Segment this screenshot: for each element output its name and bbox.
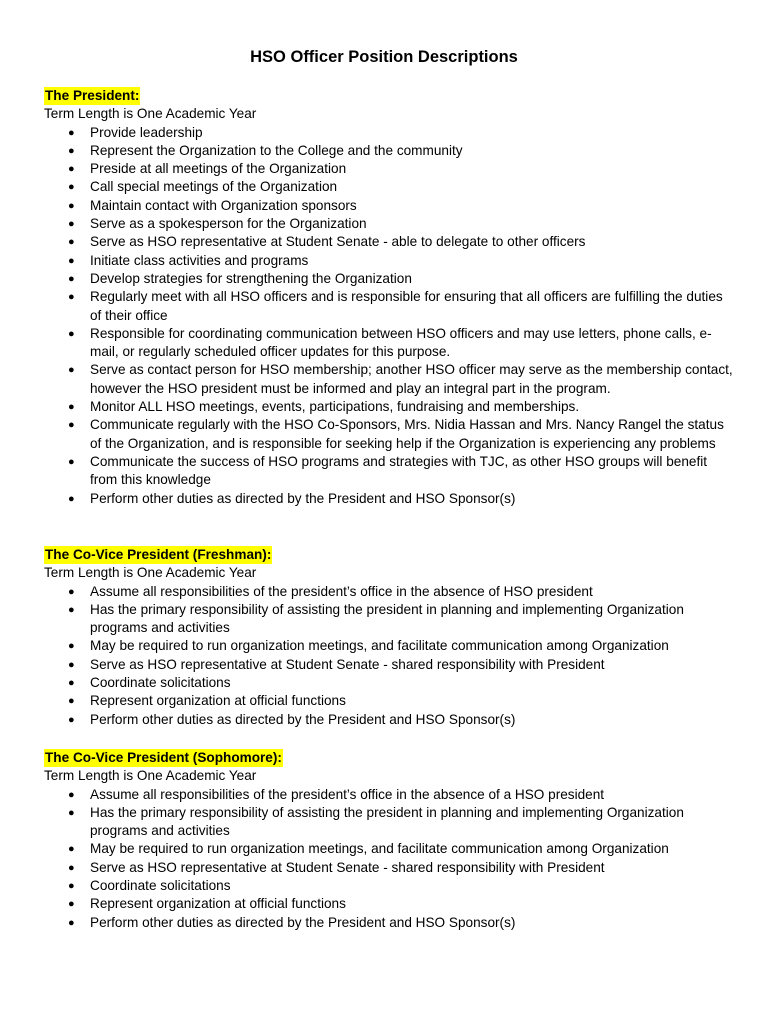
duty-text: Assume all responsibilities of the president’s office in the absence of a HSO president xyxy=(90,786,605,802)
bullet-icon: ● xyxy=(68,199,75,212)
list-item xyxy=(44,416,734,453)
term-length: Term Length is One Academic Year xyxy=(44,768,257,784)
duty-text: Perform other duties as directed by the President and HSO Sponsor(s) xyxy=(90,490,516,506)
list-item xyxy=(44,674,734,692)
duty-text: Develop strategies for strengthening the Organization xyxy=(90,270,412,286)
list-item xyxy=(44,656,734,674)
bullet-icon: ● xyxy=(68,492,75,505)
list-item xyxy=(44,142,734,160)
term-length: Term Length is One Academic Year xyxy=(44,106,257,122)
section-heading: The Co-Vice President (Sophomore): xyxy=(44,749,283,767)
bullet-icon: ● xyxy=(68,843,75,856)
bullet-icon: ● xyxy=(68,419,75,432)
list-item xyxy=(44,840,734,858)
section-co-vice-president-sophomore xyxy=(44,749,734,932)
bullet-icon: ● xyxy=(68,126,75,139)
bullet-icon: ● xyxy=(68,788,75,801)
list-item xyxy=(44,490,734,508)
list-item xyxy=(44,233,734,251)
bullet-icon: ● xyxy=(68,640,75,653)
bullet-icon: ● xyxy=(68,163,75,176)
list-item xyxy=(44,124,734,142)
list-item xyxy=(44,398,734,416)
list-item xyxy=(44,583,734,601)
bullet-icon: ● xyxy=(68,861,75,874)
duty-text: Coordinate solicitations xyxy=(90,878,231,894)
duty-text: Monitor ALL HSO meetings, events, participations, fundraising and memberships. xyxy=(90,399,580,415)
duty-text: Initiate class activities and programs xyxy=(90,252,309,268)
list-item xyxy=(44,711,734,729)
bullet-icon: ● xyxy=(68,144,75,157)
list-item xyxy=(44,895,734,913)
duties-list xyxy=(44,583,734,729)
duty-text: Serve as HSO representative at Student Senate - able to delegate to other officers xyxy=(90,234,586,250)
bullet-icon: ● xyxy=(68,254,75,267)
bullet-icon: ● xyxy=(68,364,75,377)
duty-text: Provide leadership xyxy=(90,124,203,140)
list-item xyxy=(44,786,734,804)
duty-text: Serve as a spokesperson for the Organization xyxy=(90,216,367,232)
list-item xyxy=(44,288,734,325)
list-item xyxy=(44,877,734,895)
duties-list xyxy=(44,124,734,508)
bullet-icon: ● xyxy=(68,898,75,911)
list-item xyxy=(44,361,734,398)
bullet-icon: ● xyxy=(68,916,75,929)
bullet-icon: ● xyxy=(68,272,75,285)
duty-text: Communicate regularly with the HSO Co-Sponsors, Mrs. Nidia Hassan and Mrs. Nancy Rangel the status of the Organization, and is responsible for seeking help if the Organization is experiencing any problems xyxy=(90,417,724,451)
bullet-icon: ● xyxy=(68,603,75,616)
bullet-icon: ● xyxy=(68,291,75,304)
bullet-icon: ● xyxy=(68,713,75,726)
duty-text: Coordinate solicitations xyxy=(90,675,231,691)
duty-text: May be required to run organization meetings, and facilitate communication among Organization xyxy=(90,638,669,654)
duty-text: Represent organization at official functions xyxy=(90,896,346,912)
bullet-icon: ● xyxy=(68,695,75,708)
term-length: Term Length is One Academic Year xyxy=(44,565,257,581)
list-item xyxy=(44,160,734,178)
list-item xyxy=(44,804,734,841)
bullet-icon: ● xyxy=(68,327,75,340)
list-item xyxy=(44,215,734,233)
bullet-icon: ● xyxy=(68,236,75,249)
duty-text: May be required to run organization meetings, and facilitate communication among Organization xyxy=(90,841,669,857)
list-item xyxy=(44,197,734,215)
duty-text: Represent the Organization to the College and the community xyxy=(90,142,463,158)
bullet-icon: ● xyxy=(68,401,75,414)
bullet-icon: ● xyxy=(68,455,75,468)
section-president xyxy=(44,87,734,508)
list-item xyxy=(44,325,734,362)
duty-text: Assume all responsibilities of the president’s office in the absence of HSO president xyxy=(90,583,593,599)
duty-text: Has the primary responsibility of assisting the president in planning and implementing Organization programs and activities xyxy=(90,601,684,636)
list-item xyxy=(44,692,734,710)
duty-text: Maintain contact with Organization sponsors xyxy=(90,197,357,213)
section-heading: The President: xyxy=(44,87,140,105)
list-item xyxy=(44,637,734,655)
duty-text: Serve as contact person for HSO membership; another HSO officer may serve as the membership contact, however the HSO president must be informed and play an integral part in the program. xyxy=(90,362,733,396)
list-item xyxy=(44,178,734,196)
duty-text: Call special meetings of the Organization xyxy=(90,179,338,195)
list-item xyxy=(44,914,734,932)
bullet-icon: ● xyxy=(68,218,75,231)
bullet-icon: ● xyxy=(68,677,75,690)
bullet-icon: ● xyxy=(68,658,75,671)
bullet-icon: ● xyxy=(68,181,75,194)
duty-text: Serve as HSO representative at Student Senate - shared responsibility with President xyxy=(90,656,605,672)
duty-text: Preside at all meetings of the Organization xyxy=(90,161,347,177)
bullet-icon: ● xyxy=(68,880,75,893)
list-item xyxy=(44,859,734,877)
section-co-vice-president-freshman xyxy=(44,546,734,729)
duty-text: Responsible for coordinating communication between HSO officers and may use letters, phone calls, e-mail, or regularly scheduled officer updates for this purpose. xyxy=(90,325,712,360)
duty-text: Regularly meet with all HSO officers and is responsible for ensuring that all officers are fulfilling the duties of their office xyxy=(90,289,723,323)
list-item xyxy=(44,270,734,288)
duty-text: Represent organization at official functions xyxy=(90,693,346,709)
list-item xyxy=(44,601,734,638)
section-heading: The Co-Vice President (Freshman): xyxy=(44,546,272,564)
duty-text: Perform other duties as directed by the President and HSO Sponsor(s) xyxy=(90,711,516,727)
list-item xyxy=(44,453,734,490)
bullet-icon: ● xyxy=(68,585,75,598)
duty-text: Has the primary responsibility of assisting the president in planning and implementing Organization programs and activities xyxy=(90,804,684,839)
duties-list xyxy=(44,786,734,932)
duty-text: Serve as HSO representative at Student Senate - shared responsibility with President xyxy=(90,859,605,875)
duty-text: Perform other duties as directed by the President and HSO Sponsor(s) xyxy=(90,914,516,930)
bullet-icon: ● xyxy=(68,806,75,819)
duty-text: Communicate the success of HSO programs and strategies with TJC, as other HSO groups will benefit from this knowledge xyxy=(90,453,708,488)
list-item xyxy=(44,252,734,270)
document-title: HSO Officer Position Descriptions xyxy=(250,48,518,66)
